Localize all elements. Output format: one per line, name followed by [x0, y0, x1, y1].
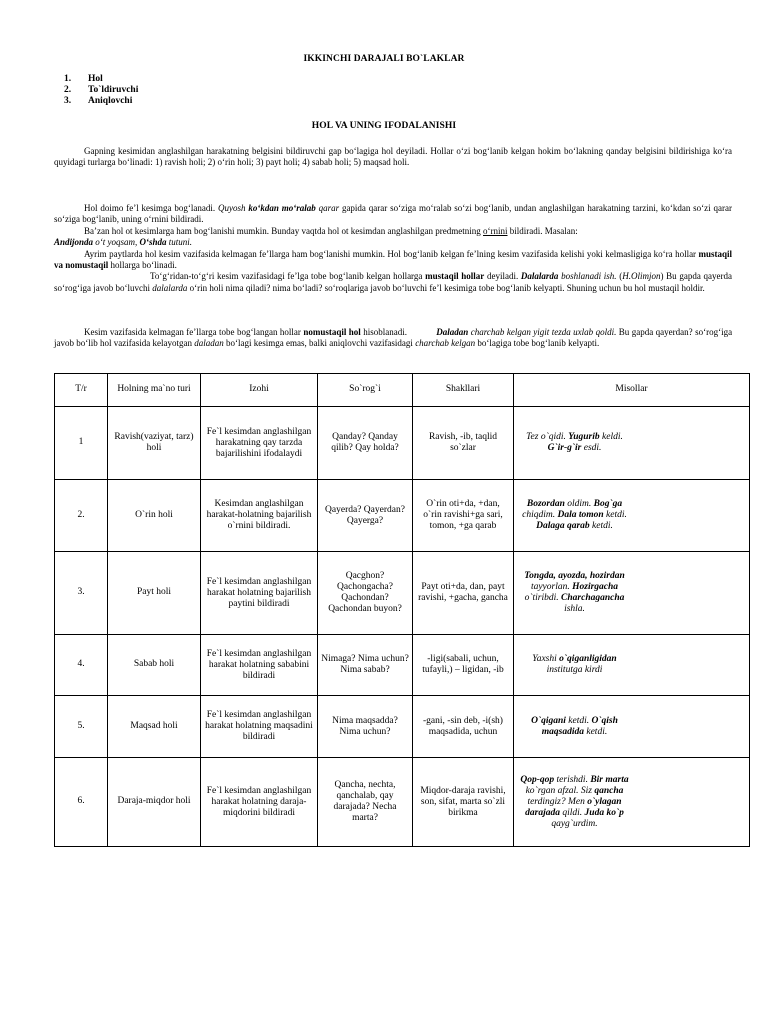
contents-item: 3. Aniqlovchi — [64, 96, 133, 106]
example-run: ketdi. — [589, 521, 613, 531]
example-text — [517, 654, 632, 676]
example-run: ishla. — [564, 604, 585, 614]
row-examples — [514, 552, 750, 635]
example-highlight: O`qigani — [531, 715, 566, 726]
row-forms: -ligi(sabali, uchun, tufayli,) – ligidan, -ib — [413, 635, 514, 696]
header-examples: Misollar — [514, 374, 750, 407]
row-forms: -gani, -sin deb, -i(sh) maqsadida, uchun — [413, 696, 514, 758]
contents-item: 2. To`ldiruvchi — [64, 85, 139, 95]
paragraph-body — [54, 203, 732, 294]
row-forms: Ravish, -ib, taqlid so`zlar — [413, 407, 514, 480]
row-examples — [514, 407, 750, 480]
table-header-row — [55, 374, 750, 407]
example-run: qayg`urdim. — [551, 818, 598, 829]
example-highlight: Dalaga qarab — [536, 521, 590, 531]
example-text — [517, 499, 632, 532]
example-highlight: Bir marta — [590, 774, 629, 785]
example-run: o`tiribdi. — [524, 593, 562, 603]
paragraph-line-c: Ayrim paytlarda hol kesim vazifasida kelmagan fe’llarga ham bog‘lanishi mumkin. Hol bog‘lanib kelgan fe’lning kesim vazifasida kelishi yoki kelmasligiga ko‘ra hollar mustaqil va nomustaqil hollarga bo‘linadi. — [54, 248, 733, 271]
example-run: Tez o`qidi. — [526, 432, 569, 442]
row-explanation: Fe`l kesimdan anglashilgan harakat holatning daraja-miqdorini bildiradi — [201, 758, 318, 847]
example-highlight: o`ylagan darajada — [525, 796, 622, 818]
example-run: terdingiz? Men — [527, 796, 588, 807]
example-run: qildi. — [559, 807, 585, 818]
row-examples — [514, 758, 750, 847]
example-highlight: Hozirgacha — [572, 582, 619, 592]
row-question: Nima maqsadda? Nima uchun? — [318, 696, 413, 758]
example-text — [517, 571, 632, 615]
row-question: Qanday? Qanday qilib? Qay holda? — [318, 407, 413, 480]
example-text — [517, 775, 632, 830]
row-examples — [514, 480, 750, 552]
example-highlight: Bog`ga — [593, 499, 623, 509]
row-question: Nimaga? Nima uchun? Nima sabab? — [318, 635, 413, 696]
table-row — [55, 635, 750, 696]
example-highlight: Qop-qop — [520, 774, 555, 785]
row-explanation: Fe`l kesimdan anglashilgan harakat holatning maqsadini bildiradi — [201, 696, 318, 758]
example-run: institutga kirdi — [546, 665, 603, 675]
row-type: Daraja-miqdor holi — [108, 758, 201, 847]
row-explanation: Fe`l kesimdan anglashilgan harakat holatning sababini bildiradi — [201, 635, 318, 696]
example-highlight: o`qiganligidan — [559, 654, 617, 664]
row-forms: Payt oti+da, dan, payt ravishi, +gacha, gancha — [413, 552, 514, 635]
row-explanation: Kesimdan anglashilgan harakat-holatning bajarilish o`rnini bildiradi. — [201, 480, 318, 552]
row-number: 4. — [55, 635, 108, 696]
table-row — [55, 696, 750, 758]
row-forms: Miqdor-daraja ravishi, son, sifat, marta so`zli birikma — [413, 758, 514, 847]
page-title: IKKINCHI DARAJALI BO`LAKLAR — [303, 54, 465, 64]
row-explanation: Fe`l kesimdan anglashilgan harakat holatning bajarilish paytini bildiradi — [201, 552, 318, 635]
table-row — [55, 407, 750, 480]
row-number: 5. — [55, 696, 108, 758]
row-number: 3. — [55, 552, 108, 635]
row-type: Payt holi — [108, 552, 201, 635]
example-highlight: Charchagancha — [561, 593, 625, 603]
example-highlight: Dala tomon — [557, 510, 604, 520]
table-row — [55, 758, 750, 847]
row-type: O`rin holi — [108, 480, 201, 552]
header-forms: Shakllari — [413, 374, 514, 407]
example-run: esdi. — [581, 443, 602, 453]
table-row — [55, 552, 750, 635]
row-type: Ravish(vaziyat, tarz) holi — [108, 407, 201, 480]
example-run: chiqdim. — [522, 510, 558, 520]
paragraph-nonindependent: Kesim vazifasida kelmagan fe’llarga tobe bog‘langan hollar nomustaqil hol hisoblanadi. Daladan charchab kelgan yigit tezda uxlab qoldi. Bu gapda qayerdan? so‘rog‘iga javob bo‘lib hol vazifasida kelayotgan daladan bo‘lagi kesimga emas, balki aniqlovchi vazifasidagi charchab kelgan bo‘lagiga tobe bog‘lanib kelyapti. — [54, 327, 733, 349]
header-question: So`rog`i — [318, 374, 413, 407]
row-type: Sabab holi — [108, 635, 201, 696]
example-highlight: Yugurib — [568, 432, 600, 442]
example-run: ketdi. — [584, 726, 608, 737]
row-question: Qayerda? Qayerdan? Qayerga? — [318, 480, 413, 552]
header-type: Holning ma`no turi — [108, 374, 201, 407]
example-run: oldim. — [564, 499, 594, 509]
example-run: ko`rgan afzal. Siz — [525, 785, 595, 796]
section-title: HOL VA UNING IFODALANISHI — [311, 121, 457, 131]
paragraph-line-a: Hol doimo fe’l kesimga bog‘lanadi. Quyosh ko‘kdan mo‘ralab qarar gapida qarar so‘ziga mo‘ralab so‘zi bog‘lanib, undan anglashilgan harakatning tarzini, ko‘kdan so‘zi qarar so‘ziga bog‘lanib, uning o‘rnini bildiradi. — [54, 203, 733, 225]
example-run: ketdi. — [603, 510, 627, 520]
example-text — [517, 432, 632, 454]
contents-item: 1. Hol — [64, 74, 103, 84]
example-highlight: qancha — [594, 785, 624, 796]
example-highlight: G`ir-g`ir — [547, 443, 582, 453]
example-highlight: Juda ko`p — [584, 807, 624, 818]
example-run: Yaxshi — [532, 654, 560, 664]
example-run: tayyorlan. — [530, 582, 573, 592]
row-question: Qancha, nechta, qanchalab, qay darajada? Necha marta? — [318, 758, 413, 847]
row-number: 6. — [55, 758, 108, 847]
row-number: 2. — [55, 480, 108, 552]
row-examples — [514, 696, 750, 758]
row-forms: O`rin oti+da, +dan, o`rin ravishi+ga sari, tomon, +ga qarab — [413, 480, 514, 552]
paragraph-line-b: Ba’zan hol ot kesimlarga ham bog‘lanishi mumkin. Bunday vaqtda hol ot kesimdan anglashilgan predmetning o‘rnini bildiradi. Masalan: Andijonda o‘t yoqsam, O‘shda tutuni. — [54, 225, 578, 248]
header-number: T/r — [55, 374, 108, 407]
example-highlight: Bozordan — [526, 499, 565, 509]
example-run: keldi. — [599, 432, 623, 442]
row-type: Maqsad holi — [108, 696, 201, 758]
paragraph-definition: Gapning kesimidan anglashilgan harakatning belgisini bildiruvchi gap bo‘lagiga hol deyiladi. Hollar o‘zi bog‘lanib kelgan hokim bo‘lakning qanday belgisini bildirishiga ko‘ra quyidagi turlarga bo‘linadi: 1) ravish holi; 2) o‘rin holi; 3) payt holi; 4) sabab holi; 5) maqsad holi. — [54, 146, 732, 168]
example-run: terishdi. — [554, 774, 591, 785]
row-explanation: Fe`l kesimdan anglashilgan harakatning qay tarzda bajarilishini ifodalaydi — [201, 407, 318, 480]
example-run: ketdi. — [565, 715, 592, 726]
example-text — [517, 716, 632, 738]
contents-list — [64, 74, 138, 107]
paragraph-line-d: To‘g‘ridan-to‘g‘ri kesim vazifasidagi fe’lga tobe bog‘lanib kelgan hollarga mustaqil hollar deyiladi. Dalalarda boshlanadi ish. (H.Olimjon) Bu gapda qayerda so‘rog‘iga javob bo‘luvchi dalalarda o‘rin holi nima qiladi? nima bo‘ladi? so‘roqlariga javob bo‘luvchi fe’l kesimiga tobe bog‘lanib kelyapti. Shuning uchun bu hol mustaqil holdir. — [54, 271, 733, 293]
example-highlight: O`qish maqsadida — [541, 715, 618, 737]
hol-types-table — [54, 373, 750, 847]
example-highlight: Tongda, ayozda, hozirdan — [524, 571, 625, 581]
header-explanation: Izohi — [201, 374, 318, 407]
row-number: 1 — [55, 407, 108, 480]
table-row — [55, 480, 750, 552]
row-examples — [514, 635, 750, 696]
row-question: Qacghon? Qachongacha? Qachondan? Qachondan buyon? — [318, 552, 413, 635]
